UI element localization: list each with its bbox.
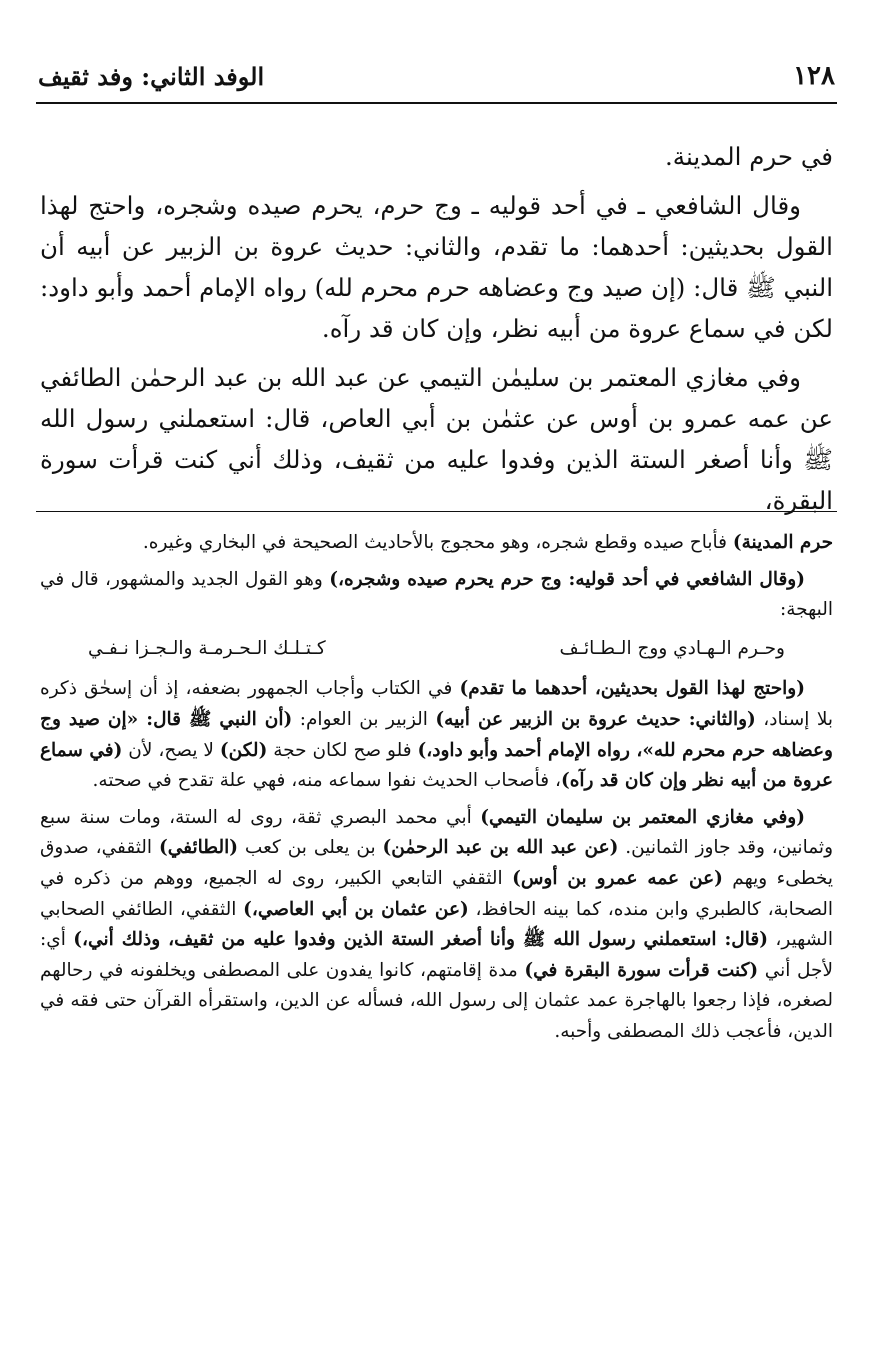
note-text: الثقفي، الطائفي الصحابي الشهير، <box>40 898 833 951</box>
main-paragraph-3: وفي مغازي المعتمر بن سليمٰن التيمي عن عبد الله بن عبد الرحمٰن الطائفي عن عمه عمرو بن أوس عن عثمٰن بن أبي العاص، قال: استعملني رسول الله ﷺ وأنا أصغر الستة الذين وفدوا عليه من ثقيف، وذلك أني كنت قرأت سورة البقرة، <box>40 363 833 515</box>
note-quote: (الطائفي) <box>158 837 239 859</box>
note-paragraph-3 <box>40 674 833 796</box>
note-text: مدة إقامتهم، كانوا يفدون على المصطفى ويخلفونه في رحالهم لصغره، فإذا رجعوا بالهاجرة عمد عثمان إلى رسول الله، فسأله عن الدين، واستقرأه القرآن حتى فقه في الدين، فأعجب ذلك المصطفى وأحبه. <box>40 959 833 1042</box>
note-text: فلو صح لكان حجة <box>267 739 418 761</box>
verse-second-hemistich: كـتـلـك الـحـرمـة والـجـزا نـفـي <box>88 637 326 659</box>
page-title: الوفد الثاني: وفد ثقيف <box>38 61 265 91</box>
note-quote: (قال: استعملني رسول الله ﷺ وأنا أصغر الستة الذين وفدوا عليه من ثقيف، وذلك أني،) <box>73 929 768 951</box>
note-quote: (والثاني: حديث عروة بن الزبير عن أبيه) <box>435 708 756 730</box>
page-number: ١٢٨ <box>793 61 835 91</box>
note-quote: (كنت قرأت سورة البقرة في) <box>524 959 759 981</box>
commentary-text <box>40 528 833 1054</box>
main-paragraph-1: في حرم المدينة. <box>665 142 833 171</box>
note-quote: (وقال الشافعي في أحد قوليه: وج حرم يحرم صيده وشجره،) <box>329 568 805 590</box>
note-text: بن يعلى بن كعب <box>238 837 383 859</box>
note-text: وهو القول الجديد والمشهور، قال في البهجة: <box>40 568 833 621</box>
note-quote: (وفي مغازي المعتمر بن سليمان التيمي) <box>480 806 805 828</box>
verse-first-hemistich: وحـرم الـهـادي ووج الـطـائـف <box>559 637 785 659</box>
footnote-separator <box>36 511 837 512</box>
note-quote: (لكن) <box>219 739 268 761</box>
note-quote: حرم المدينة) <box>732 532 833 553</box>
note-quote: (واحتج لهذا القول بحديثين، أحدهما ما تقدم) <box>459 678 805 700</box>
note-text: فأباح صيده وقطع شجره، وهو محجوج بالأحاديث الصحيحة في البخاري وغيره. <box>142 532 733 553</box>
note-quote: (أن النبي ﷺ قال: «إن صيد وج وعضاهه حرم محرم لله»، رواه الإمام أحمد وأبو داود،) <box>40 708 833 761</box>
note-text: ، فأصحاب الحديث نفوا سماعه منه، فهي علة تقدح في صحته. <box>92 770 561 792</box>
note-text: في الكتاب وأجاب الجمهور بضعفه، إذ أن إسحٰق ذكره بلا إسناد، <box>40 678 834 730</box>
note-paragraph-2 <box>40 565 833 626</box>
note-text: لا يصح، لأن <box>122 739 220 761</box>
note-paragraph-1 <box>40 528 833 559</box>
note-quote: (عن عمه عمرو بن أوس) <box>512 867 723 889</box>
note-text: الثقفي التابعي الكبير، روى له الجميع، ووهم من ذكره في الصحابة، كالطبري وابن منده، كما بينه الحافظ، <box>40 867 834 920</box>
header-rule <box>36 102 837 104</box>
note-text: أي: لأجل أني <box>40 929 834 981</box>
note-text: أبي محمد البصري ثقة، روى له الستة، ومات سنة سبع وثمانين، وقد جاوز الثمانين. <box>40 806 833 859</box>
note-quote: (في سماع عروة من أبيه نظر وإن كان قد رآه) <box>40 739 833 792</box>
main-paragraph-2: وقال الشافعي ـ في أحد قوليه ـ وج حرم، يحرم صيده وشجره، واحتج لهذا القول بحديثين: أحدهما: ما تقدم، والثاني: حديث عروة بن الزبير عن أبيه أن النبي ﷺ قال: (إن صيد وج وعضاهه حرم محرم لله) رواه الإمام أحمد وأبو داود: لكن في سماع عروة من أبيه نظر، وإن كان قد رآه. <box>40 191 833 343</box>
page-header <box>38 56 835 96</box>
note-text: الزبير بن العوام: <box>292 708 436 730</box>
poem-verse <box>40 632 833 669</box>
main-text <box>40 136 833 529</box>
note-paragraph-4 <box>40 803 833 1048</box>
note-quote: (عن عثمان بن أبي العاصي،) <box>243 898 469 920</box>
note-quote: (عن عبد الله بن عبد الرحمٰن) <box>382 837 619 859</box>
note-text: الثقفي، صدوق يخطىء ويهم <box>40 837 833 889</box>
